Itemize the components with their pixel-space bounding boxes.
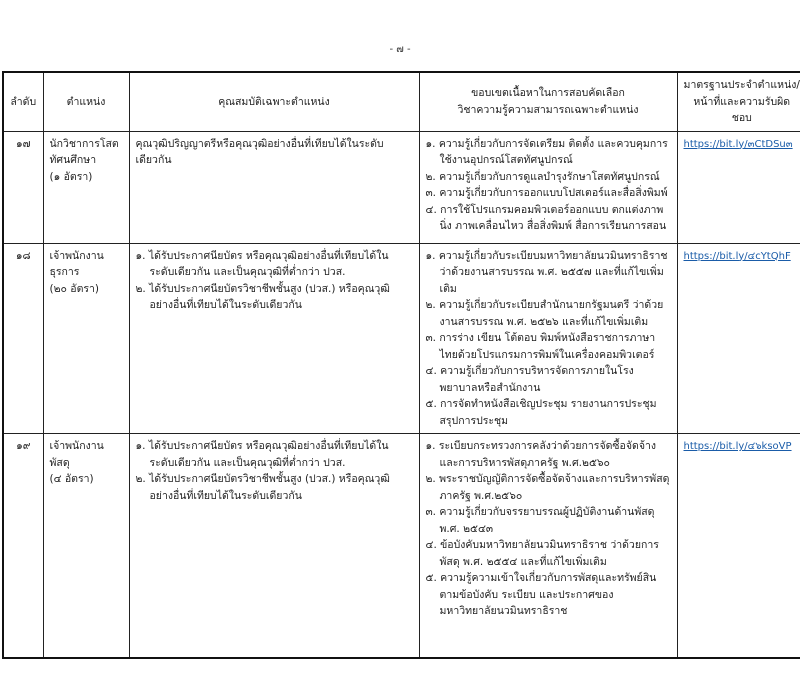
scope-item: ๓. ความรู้เกี่ยวกับจรรยาบรรณผู้ปฏิบัติงานด้านพัสดุ พ.ศ. ๒๕๔๓	[425, 506, 655, 535]
row-exam-scope	[419, 434, 677, 659]
scope-item: ๒. ความรู้เกี่ยวกับระเบียบสำนักนายกรัฐมนตรี ว่าด้วยงานสารบรรณ พ.ศ. ๒๕๒๖ และที่แก้ไขเพิ่มเติม	[425, 299, 664, 328]
qualification-item: ๑. ได้รับประกาศนียบัตร หรือคุณวุฒิอย่างอื่นที่เทียบได้ในระดับเดียวกัน และเป็นคุณวุฒิที่ต่ำกว่า ปวส.	[135, 440, 389, 469]
row-standard	[677, 434, 800, 659]
position-line: ทัศนศึกษา	[49, 154, 97, 166]
row-standard	[677, 131, 800, 243]
table-header-row	[3, 72, 800, 131]
recruitment-table	[2, 71, 800, 659]
position-line: เจ้าพนักงาน	[49, 249, 104, 262]
position-vacancies: (๒๐ อัตรา)	[49, 282, 100, 295]
row-order: ๑๗	[3, 131, 43, 243]
header-exam-scope-line1: ขอบเขตเนื้อหาในการสอบคัดเลือก	[471, 87, 625, 100]
qualification-item: คุณวุฒิปริญญาตรีหรือคุณวุฒิอย่างอื่นที่เทียบได้ในระดับเดียวกัน	[135, 137, 384, 166]
row-exam-scope	[419, 243, 677, 434]
scope-item: ๓. การร่าง เขียน โต้ตอบ พิมพ์หนังสือราชการภาษาไทยด้วยโปรแกรมการพิมพ์ในเครื่องคอมพิวเตอร์	[425, 332, 656, 361]
row-order: ๑๙	[3, 434, 43, 659]
row-qualifications	[129, 243, 419, 434]
header-standard-line1: มาตรฐานประจำตำแหน่ง/	[683, 79, 800, 91]
header-exam-scope	[419, 72, 677, 131]
header-qualifications: คุณสมบัติเฉพาะตำแหน่ง	[129, 72, 419, 131]
header-exam-scope-line2: วิชาความรู้ความสามารถเฉพาะตำแหน่ง	[457, 103, 639, 116]
scope-item: ๔. ความรู้เกี่ยวกับการบริหารจัดการภายในโรงพยาบาลหรือสำนักงาน	[425, 365, 634, 394]
qualification-item: ๒. ได้รับประกาศนียบัตรวิชาชีพชั้นสูง (ปวส.) หรือคุณวุฒิอย่างอื่นที่เทียบได้ในระดับเดียวกัน	[135, 282, 390, 311]
position-vacancies: (๔ อัตรา)	[49, 473, 94, 485]
row-standard	[677, 243, 800, 434]
row-position	[43, 243, 129, 434]
row-position	[43, 434, 129, 659]
scope-item: ๕. การจัดทำหนังสือเชิญประชุม รายงานการประชุม สรุปการประชุม	[425, 398, 657, 427]
scope-item: ๑. ความรู้เกี่ยวกับการจัดเตรียม ติดตั้ง และควบคุมการใช้งานอุปกรณ์โสตทัศนูปกรณ์	[425, 137, 668, 166]
position-line: นักวิชาการโสต	[49, 137, 119, 150]
position-line: เจ้าพนักงานพัสดุ	[49, 440, 104, 469]
scope-item: ๒. ความรู้เกี่ยวกับการดูแลบำรุงรักษาโสตทัศนูปกรณ์	[425, 170, 660, 183]
row-exam-scope	[419, 131, 677, 243]
scope-item: ๔. การใช้โปรแกรมคอมพิวเตอร์ออกแบบ ตกแต่งภาพนิ่ง ภาพเคลื่อนไหว สื่อสิ่งพิมพ์ สื่อการเรียนการสอน	[425, 203, 667, 232]
row-order: ๑๘	[3, 243, 43, 434]
scope-item: ๒. พระราชบัญญัติการจัดซื้อจัดจ้างและการบริหารพัสดุภาครัฐ พ.ศ.๒๕๖๐	[425, 473, 670, 502]
scope-item: ๔. ข้อบังคับมหาวิทยาลัยนวมินทราธิราช ว่าด้วยการพัสดุ พ.ศ. ๒๕๕๔ และที่แก้ไขเพิ่มเติม	[425, 539, 659, 568]
position-line: ธุรการ	[49, 266, 80, 278]
qualification-item: ๒. ได้รับประกาศนียบัตรวิชาชีพชั้นสูง (ปวส.) หรือคุณวุฒิอย่างอื่นที่เทียบได้ในระดับเดียวกัน	[135, 473, 390, 502]
page-number: - ๗ -	[389, 44, 411, 55]
job-standard-link[interactable]: https://bit.ly/๓CtDSu๓	[683, 138, 793, 150]
position-vacancies: (๑ อัตรา)	[49, 170, 93, 183]
row-qualifications	[129, 131, 419, 243]
job-standard-link[interactable]: https://bit.ly/๔cYtQhF	[683, 250, 791, 262]
header-standard	[677, 72, 800, 131]
scope-item: ๑. ระเบียบกระทรวงการคลังว่าด้วยการจัดซื้อจัดจ้างและการบริหารพัสดุภาครัฐ พ.ศ.๒๕๖๐	[425, 440, 656, 469]
scope-item: ๕. ความรู้ความเข้าใจเกี่ยวกับการพัสดุและทรัพย์สินตามข้อบังคับ ระเบียบ และประกาศของมหาวิทยาลัยนวมินทราธิราช	[425, 572, 657, 617]
row-qualifications	[129, 434, 419, 659]
row-position	[43, 131, 129, 243]
table-row	[3, 131, 800, 243]
table-row	[3, 434, 800, 659]
header-order: ลำดับ	[3, 72, 43, 131]
qualification-item: ๑. ได้รับประกาศนียบัตร หรือคุณวุฒิอย่างอื่นที่เทียบได้ในระดับเดียวกัน และเป็นคุณวุฒิที่ต่ำกว่า ปวส.	[135, 249, 389, 278]
header-position: ตำแหน่ง	[43, 72, 129, 131]
table-row	[3, 243, 800, 434]
scope-item: ๓. ความรู้เกี่ยวกับการออกแบบโปสเตอร์และสื่อสิ่งพิมพ์	[425, 187, 668, 199]
job-standard-link[interactable]: https://bit.ly/๔๖ksoVP	[683, 441, 792, 452]
scope-item: ๑. ความรู้เกี่ยวกับระเบียบมหาวิทยาลัยนวมินทราธิราช ว่าด้วยงานสารบรรณ พ.ศ. ๒๕๕๗ และที่แก้ไขเพิ่มเติม	[425, 249, 668, 295]
header-standard-line2: หน้าที่และความรับผิดชอบ	[693, 95, 791, 124]
